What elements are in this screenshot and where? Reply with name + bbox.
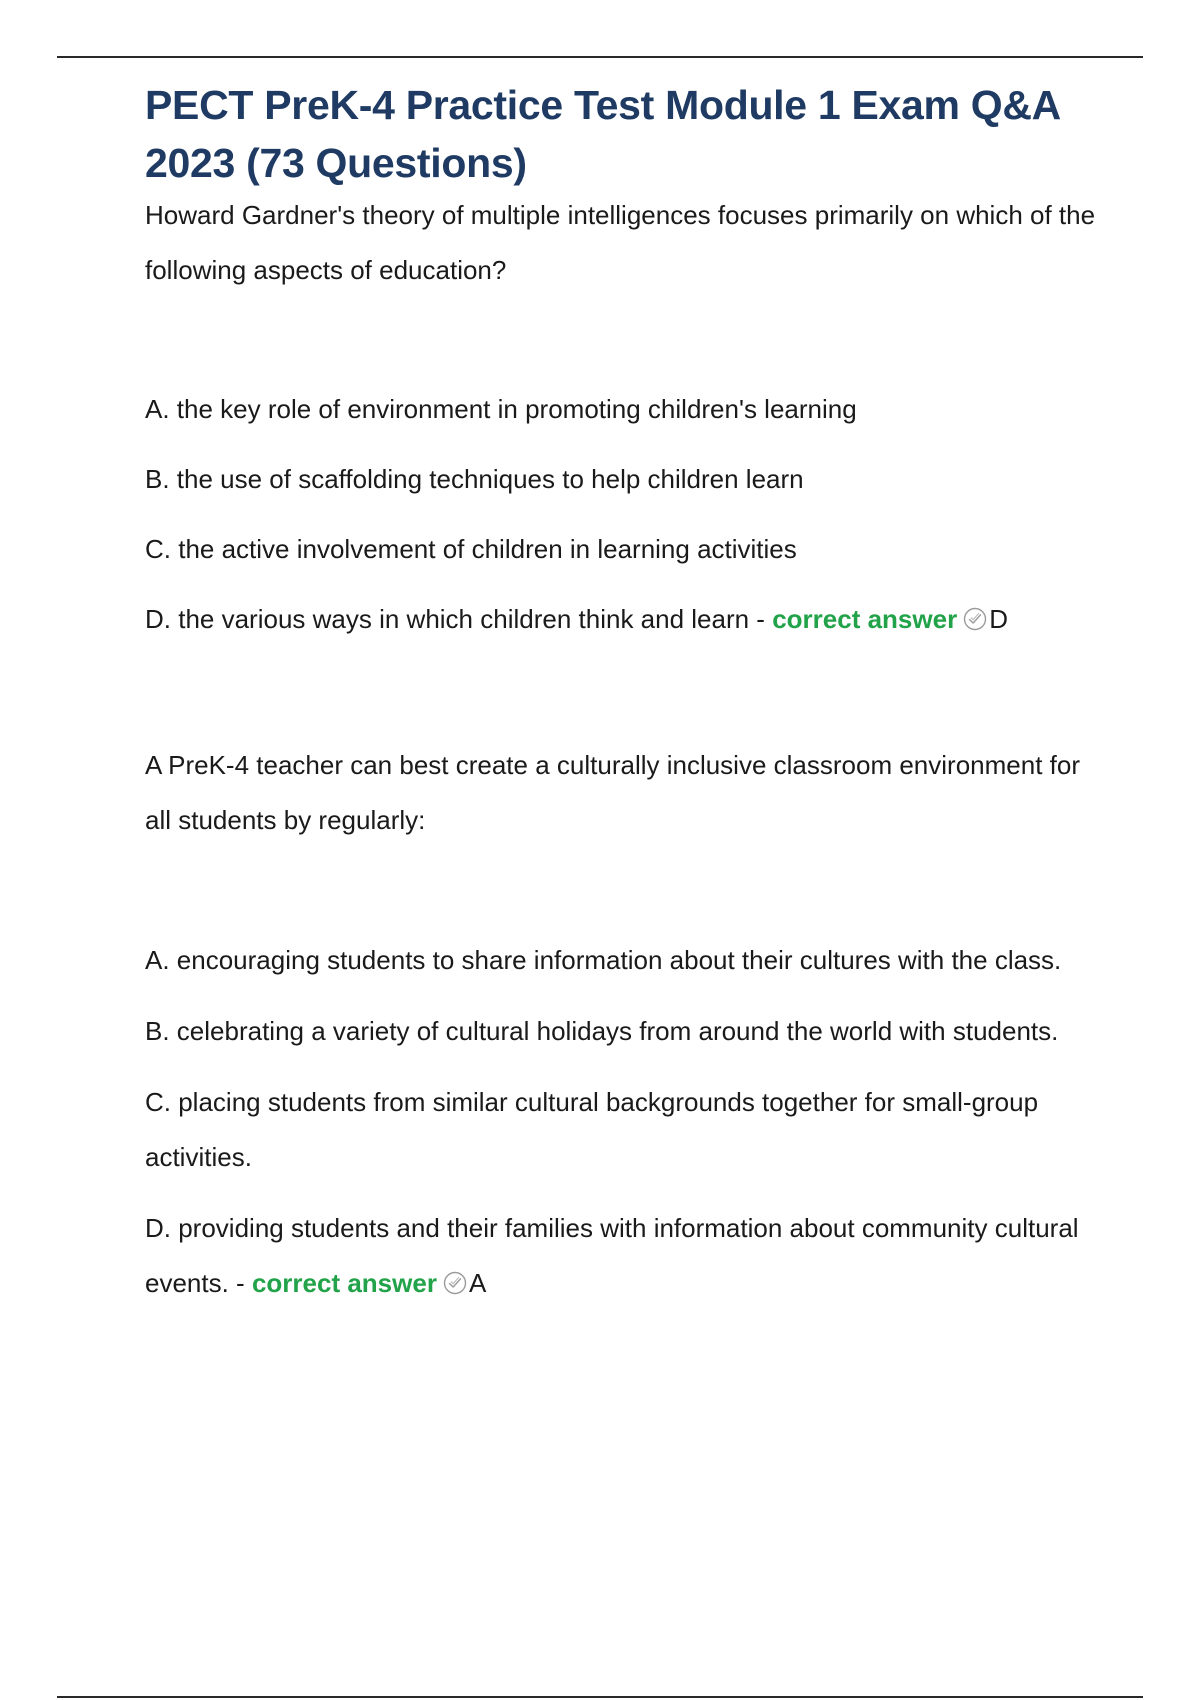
question-2-text: A PreK-4 teacher can best create a culturally inclusive classroom environment for all students by regularly: — [145, 750, 1080, 835]
check-circle-icon — [963, 607, 987, 631]
question-1-options — [145, 382, 1105, 647]
top-rule — [57, 56, 1143, 58]
document-body — [145, 76, 1105, 1311]
question-1-text: Howard Gardner's theory of multiple intelligences focuses primarily on which of the following aspects of education? — [145, 200, 1096, 285]
question-2-option-c: C. placing students from similar cultural backgrounds together for small-group activities. — [145, 1087, 1039, 1172]
question-1-option-d — [145, 592, 1105, 647]
question-2-options — [145, 933, 1105, 1311]
document-title: PECT PreK-4 Practice Test Module 1 Exam Q&A 2023 (73 Questions) — [145, 82, 1060, 186]
question-1-option-a: A. the key role of environment in promoting children's learning — [145, 394, 857, 424]
question-1-answer-letter: D — [989, 604, 1008, 634]
question-1-answer-label: correct answer — [772, 604, 958, 634]
question-2-answer-label: correct answer — [251, 1268, 437, 1298]
question-2-option-a: A. encouraging students to share information about their cultures with the class. — [145, 945, 1062, 975]
question-2-option-d-text: D. providing students and their families with information about community cultural events. - — [145, 1213, 1079, 1298]
question-2-option-d — [145, 1201, 1105, 1311]
check-circle-icon — [443, 1271, 467, 1295]
question-2-option-b: B. celebrating a variety of cultural holidays from around the world with students. — [145, 1016, 1059, 1046]
bottom-rule — [57, 1696, 1143, 1698]
question-1-option-b: B. the use of scaffolding techniques to help children learn — [145, 464, 804, 494]
question-2-answer-letter: A — [468, 1268, 487, 1298]
question-1-option-c: C. the active involvement of children in learning activities — [145, 534, 797, 564]
question-1-option-d-text: D. the various ways in which children think and learn - — [145, 604, 765, 634]
